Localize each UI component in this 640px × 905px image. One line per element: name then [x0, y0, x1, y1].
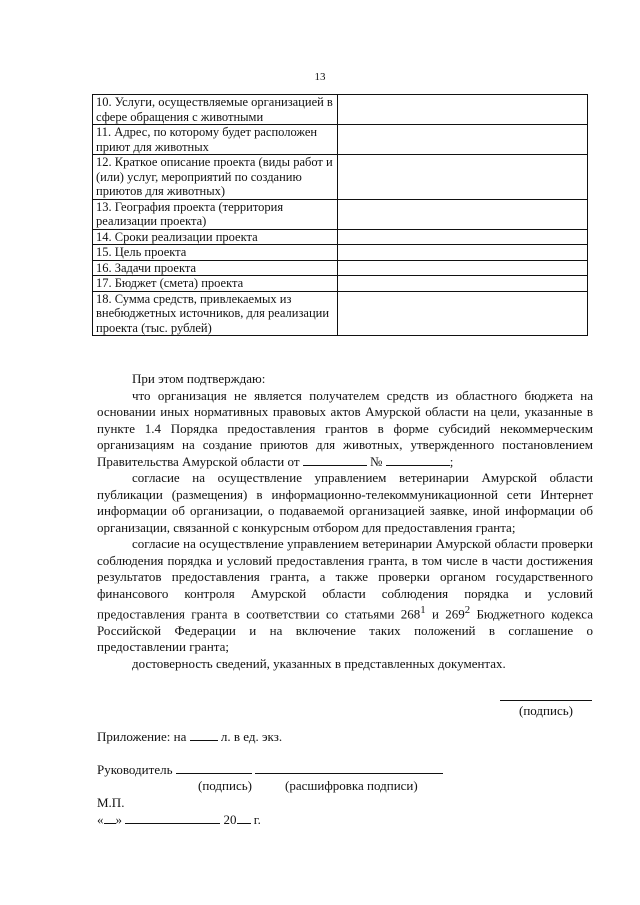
- head-label: Руководитель: [97, 762, 173, 777]
- row-value-field[interactable]: [338, 260, 588, 276]
- date-year-prefix: 20: [223, 812, 237, 827]
- row-value-field[interactable]: [338, 95, 588, 125]
- row-value-field[interactable]: [338, 276, 588, 292]
- row-label: 13. География проекта (территория реализации проекта): [93, 199, 338, 229]
- blank-date-line: [303, 454, 367, 466]
- date-suffix: г.: [253, 812, 261, 827]
- paragraph-publication-consent: согласие на осуществление управлением ветеринарии Амурской области публикации (размещения) в информационно-телекоммуникационной сети Интернет информации об организации, о подаваемой организацией заявке, иной информации об организации, связанной с конкурсным отбором для предоставления гранта;: [97, 470, 593, 535]
- table-row: [93, 276, 588, 292]
- para1-end: ;: [449, 453, 454, 469]
- row-label: 12. Краткое описание проекта (виды работ и (или) услуг, мероприятий по созданию приютов для животных): [93, 155, 338, 200]
- row-label: 14. Сроки реализации проекта: [93, 229, 338, 245]
- head-signature-blank[interactable]: [176, 762, 252, 774]
- blank-number-line: [386, 454, 450, 466]
- row-value-field[interactable]: [338, 245, 588, 261]
- appendix-suffix: л. в ед. экз.: [220, 729, 283, 744]
- table-row: [93, 229, 588, 245]
- date-open-quote: «: [97, 812, 104, 827]
- article-269-superscript: 2: [464, 604, 471, 616]
- head-decode-caption: (расшифровка подписи): [285, 778, 418, 793]
- table-row: [93, 199, 588, 229]
- row-label: 17. Бюджет (смета) проекта: [93, 276, 338, 292]
- row-value-field[interactable]: [338, 199, 588, 229]
- row-label: 10. Услуги, осуществляемые организацией в сфере обращения с животными: [93, 95, 338, 125]
- row-value-field[interactable]: [338, 125, 588, 155]
- table-row: [93, 125, 588, 155]
- table-row: [93, 95, 588, 125]
- paragraph-reliability: достоверность сведений, указанных в представленных документах.: [132, 655, 506, 671]
- row-value-field[interactable]: [338, 229, 588, 245]
- paragraph-not-recipient-text: что организация не является получателем средств из областного бюджета на основании иных нормативных правовых актов Амурской области на цели, указанные в пункте 1.4 Порядка предоставления грантов в форме субсидий некоммерческим организациям на создание приютов для животных, утвержденного постановлением Правительства Амурской области от: [97, 387, 593, 469]
- appendix-line: [97, 729, 282, 745]
- row-label: 11. Адрес, по которому будет расположен приют для животных: [93, 125, 338, 155]
- paragraph-inspection-consent: [97, 536, 593, 656]
- inspection-consent-text-a: согласие на осуществление управлением ветеринарии Амурской области проверки соблюдения порядка и условий предоставления гранта, в том числе в части достижения результатов предоставления гранта, а также проверки органом государственного финансового контроля Амурской области соблюдения порядка и условий предоставления гранта в соответствии со статьями 268: [97, 536, 593, 622]
- stamp-label: М.П.: [97, 795, 125, 810]
- appendix-prefix: Приложение: на: [97, 729, 187, 744]
- table-row: [93, 245, 588, 261]
- row-value-field[interactable]: [338, 155, 588, 200]
- date-year-blank[interactable]: [237, 812, 251, 824]
- number-sign: №: [370, 453, 383, 469]
- date-line: [97, 812, 261, 828]
- date-month-blank[interactable]: [125, 812, 220, 824]
- inspection-consent-text-b: Бюджетного кодекса Российской Федерации и на включение таких положений в соглашение о предоставлении гранта;: [97, 606, 593, 655]
- paragraph-not-recipient: [97, 388, 593, 471]
- project-info-table: [92, 94, 588, 336]
- head-signature-row: [97, 762, 443, 778]
- row-label: 15. Цель проекта: [93, 245, 338, 261]
- applicant-signature-field[interactable]: [500, 700, 592, 719]
- table-row: [93, 155, 588, 200]
- date-close-quote: »: [115, 812, 122, 827]
- confirmation-intro: При этом подтверждаю:: [132, 371, 266, 386]
- head-signature-caption: (подпись): [198, 778, 252, 793]
- row-label: 18. Сумма средств, привлекаемых из внебюджетных источников, для реализации проекта (тыс. рублей): [93, 291, 338, 336]
- article-268-superscript: 1: [420, 604, 426, 616]
- applicant-signature-caption: (подпись): [519, 703, 573, 718]
- inspection-consent-and: и 269: [431, 606, 465, 622]
- page-number: 13: [314, 71, 326, 83]
- table-row: [93, 291, 588, 336]
- row-label: 16. Задачи проекта: [93, 260, 338, 276]
- table-row: [93, 260, 588, 276]
- date-day-blank[interactable]: [104, 812, 116, 824]
- appendix-pages-blank[interactable]: [190, 729, 218, 741]
- row-value-field[interactable]: [338, 291, 588, 336]
- confirmation-section: [97, 371, 593, 672]
- head-name-blank[interactable]: [255, 762, 443, 774]
